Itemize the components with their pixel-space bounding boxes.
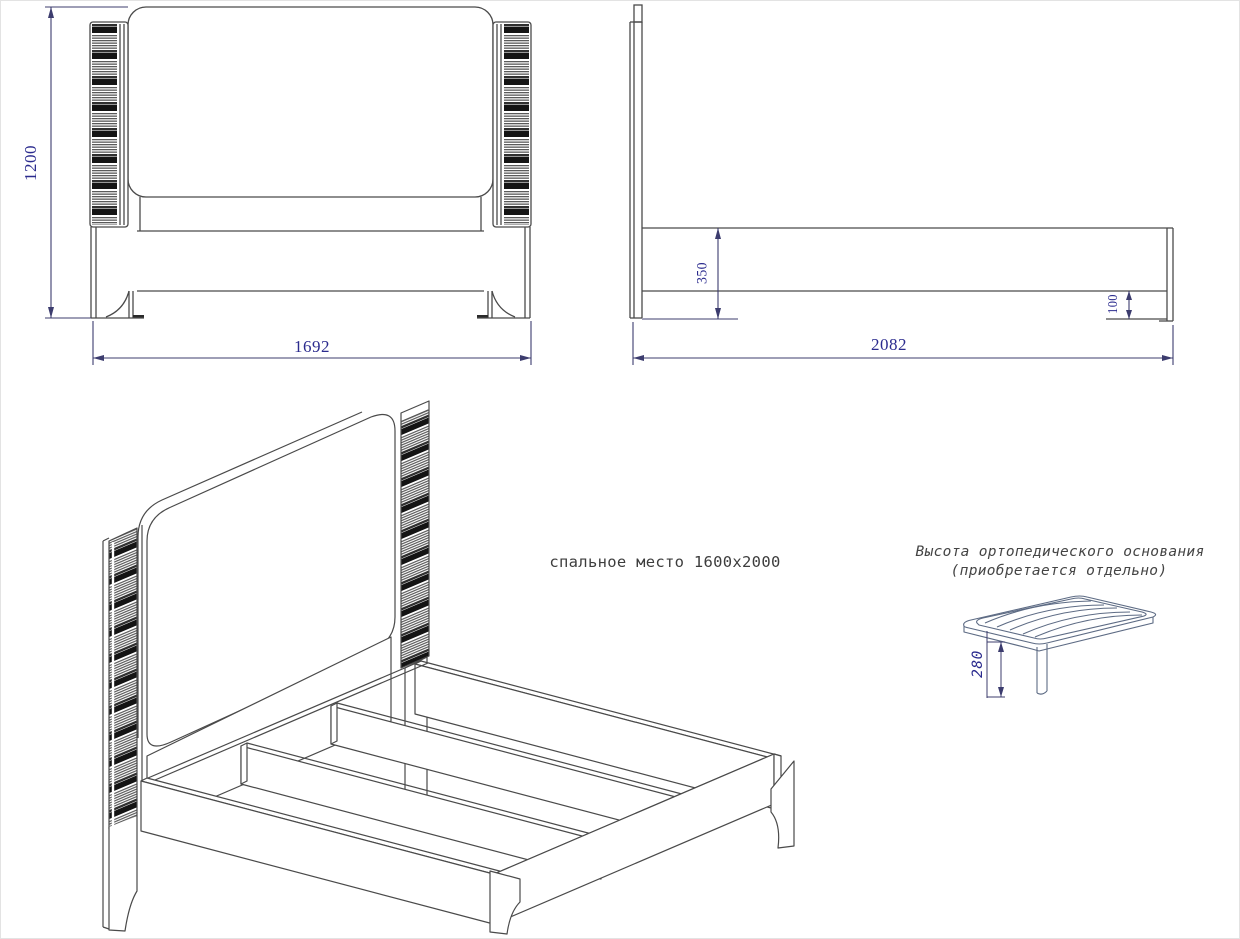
side-headboard-profile: [630, 5, 642, 318]
front-right-pilaster: [493, 22, 531, 227]
orthopedic-base-drawing: [964, 596, 1156, 698]
front-left-pilaster: [90, 22, 128, 227]
iso-foot-left-leg: [490, 871, 520, 934]
dim-base-height: 280: [970, 650, 986, 678]
dim-clearance: 100: [1106, 294, 1121, 314]
front-right-leg: [477, 227, 530, 319]
note-base-title-line1: Высота ортопедического основания: [915, 544, 1205, 560]
dim-front-height: 1200: [21, 145, 40, 181]
side-view: [630, 5, 1173, 365]
iso-left-pilaster: [109, 525, 142, 931]
front-view: [45, 7, 531, 365]
note-sleeping-area: спальное место 1600x2000: [549, 553, 781, 571]
side-clearance-dimension: [1126, 291, 1132, 319]
dim-rail-height: 350: [694, 261, 711, 285]
front-left-leg: [91, 227, 144, 319]
dim-front-width: 1692: [294, 337, 330, 356]
front-headboard-panel: [128, 7, 493, 197]
side-rail-height-dimension: [642, 228, 738, 319]
isometric-view: [103, 401, 794, 934]
dim-side-length: 2082: [871, 335, 907, 354]
bed-technical-drawing: [1, 1, 1240, 939]
note-base-title-line2: (приобретается отдельно): [950, 563, 1168, 579]
